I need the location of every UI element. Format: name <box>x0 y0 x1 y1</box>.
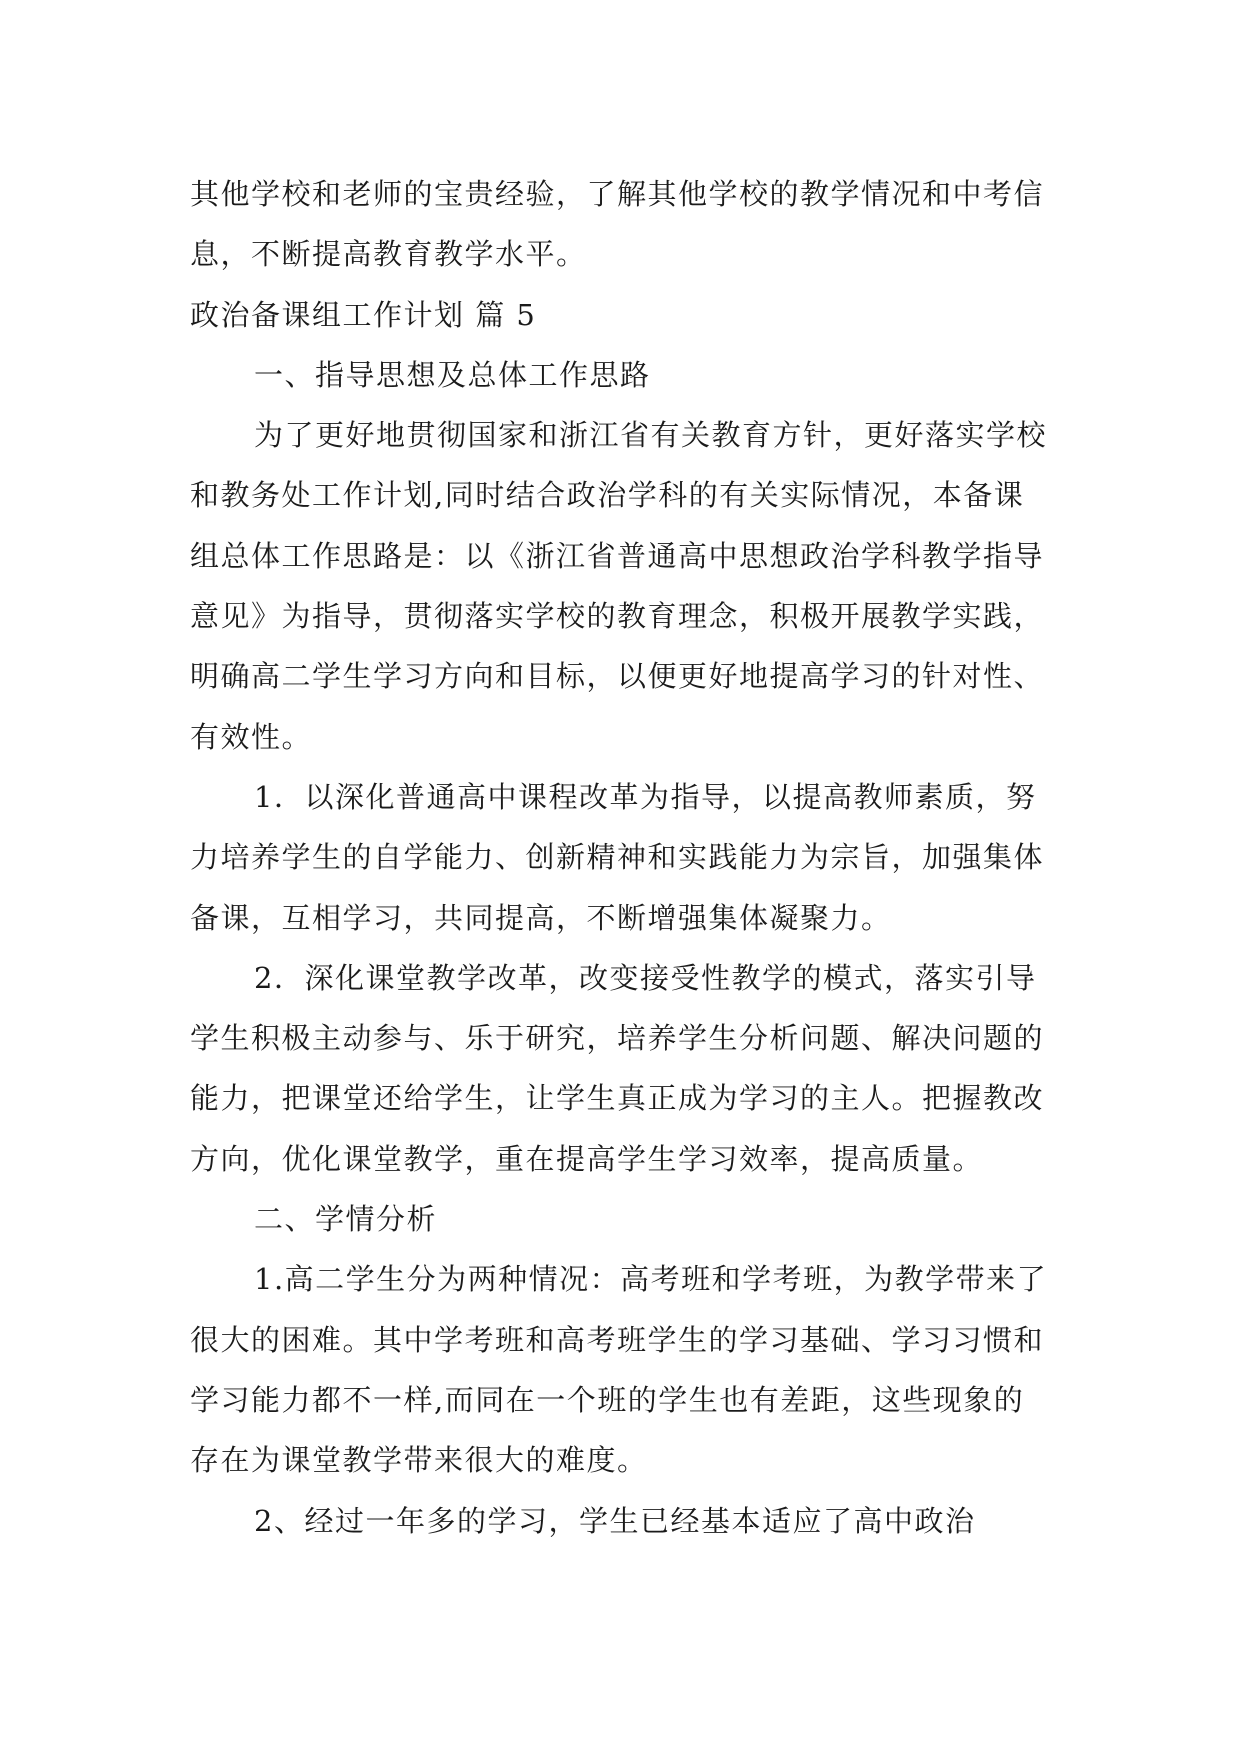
paragraph-analysis-2: 2、经过一年多的学习，学生已经基本适应了高中政治 <box>254 1503 976 1538</box>
paragraph-analysis-1: 1.高二学生分为两种情况：高考班和学考班，为教学带来了很大的困难。其中学考班和高考班学生的学习基础、学习习惯和学习能力都不一样,而同在一个班的学生也有差距，这些现象的存在为课堂教学带来很大的难度。 <box>190 1262 1048 1478</box>
paragraph-item-1: 1．以深化普通高中课程改革为指导，以提高教师素质，努力培养学生的自学能力、创新精神和实践能力为宗旨，加强集体备课，互相学习，共同提高，不断增强集体凝聚力。 <box>190 779 1045 935</box>
paragraph-continuation: 其他学校和老师的宝贵经验，了解其他学校的教学情况和中考信息，不断提高教育教学水平。 <box>190 177 1045 272</box>
subheading-guiding-ideas: 一、指导思想及总体工作思路 <box>254 357 651 392</box>
section-heading: 政治备课组工作计划 篇 5 <box>190 297 537 332</box>
subheading-student-analysis: 二、学情分析 <box>254 1202 438 1237</box>
document-body <box>190 164 1052 1551</box>
paragraph-overview: 为了更好地贯彻国家和浙江省有关教育方针，更好落实学校和教务处工作计划,同时结合政治学科的有关实际情况，本备课组总体工作思路是：以《浙江省普通高中思想政治学科教学指导意见》为指导，贯彻落实学校的教育理念，积极开展教学实践，明确高二学生学习方向和目标，以便更好地提高学习的针对性、有效性。 <box>190 418 1048 754</box>
paragraph-item-2: 2．深化课堂教学改革，改变接受性教学的模式，落实引导学生积极主动参与、乐于研究，培养学生分析问题、解决问题的能力，把课堂还给学生，让学生真正成为学习的主人。把握教改方向，优化课堂教学，重在提高学生学习效率，提高质量。 <box>190 960 1045 1176</box>
